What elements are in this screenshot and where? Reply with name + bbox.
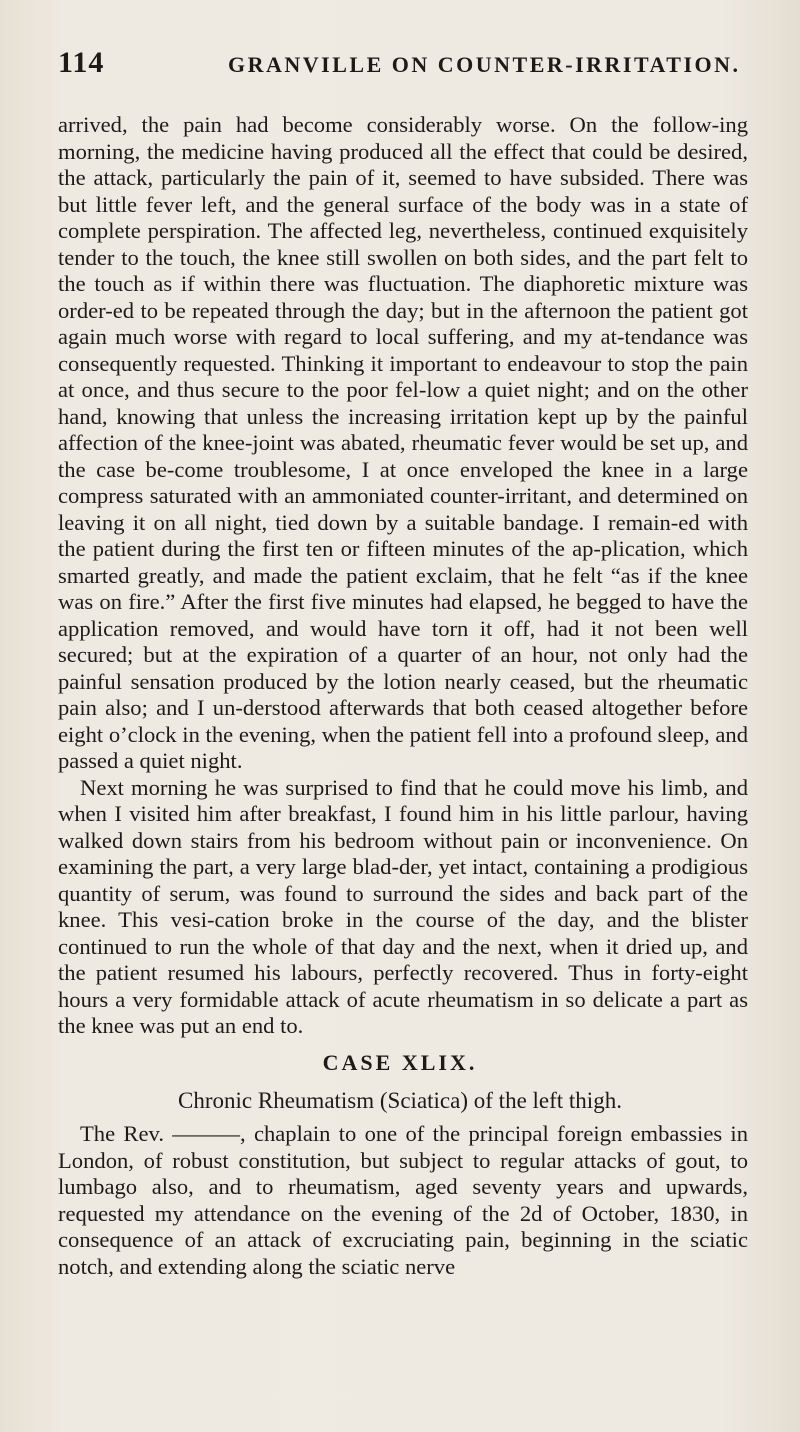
case-heading: CASE XLIX. (322, 1050, 478, 1075)
running-header (58, 46, 748, 82)
running-title: GRANVILLE ON COUNTER-IRRITATION. (228, 52, 741, 77)
case-subtitle: Chronic Rheumatism (Sciatica) of the left thigh. (178, 1088, 622, 1113)
page-number: 114 (58, 46, 105, 79)
paragraph-continued: arrived, the pain had become considerably worse. On the follow-ing morning, the medicine having produced all the effect that could be desired, the attack, particularly the pain of it, seemed to have subsided. There was but little fever left, and the general surface of the body was in a state of complete perspiration. The affected leg, nevertheless, continued exquisitely tender to the touch, the knee still swollen on both sides, and the part felt to the touch as if within there was fluctuation. The diaphoretic mixture was order-ed to be repeated through the day; but in the afternoon the patient got again much worse with regard to local suffering, and my at-tendance was consequently requested. Thinking it important to endeavour to stop the pain at once, and thus secure to the poor fel-low a quiet night; and on the other hand, knowing that unless the increasing irritation kept up by the painful affection of the knee-joint was abated, rheumatic fever would be set up, and the case be-come troublesome, I at once enveloped the knee in a large compress saturated with an ammoniated counter-irritant, and determined on leaving it on all night, tied down by a suitable bandage. I remain-ed with the patient during the first ten or fifteen minutes of the ap-plication, which smarted greatly, and made the patient exclaim, that he felt “as if the knee was on fire.” After the first five minutes had elapsed, he begged to have the application removed, and would have torn it off, had it not been well secured; but at the expiration of a quarter of an hour, not only had the painful sensation produced by the lotion nearly ceased, but the rheumatic pain also; and I un-derstood afterwards that both ceased altogether before eight o’clock in the evening, when the patient fell into a profound sleep, and passed a quiet night. (58, 112, 748, 773)
main-text (58, 112, 748, 1040)
case-text (58, 1121, 748, 1280)
paragraph-next-morning: Next morning he was surprised to find that he could move his limb, and when I visited him after breakfast, I found him in his little parlour, having walked down stairs from his bedroom without pain or inconvenience. On examining the part, a very large blad-der, yet intact, containing a prodigious quantity of serum, was found to surround the sides and back part of the knee. This vesi-cation broke in the course of the day, and the blister continued to run the whole of that day and the next, when it dried up, and the patient resumed his labours, perfectly recovered. Thus in forty-eight hours a very formidable attack of acute rheumatism in so delicate a part as the knee was put an end to. (58, 774, 748, 1038)
case-paragraph: The Rev. ———, chaplain to one of the principal foreign embassies in London, of robust constitution, but subject to regular attacks of gout, to lumbago also, and to rheumatism, aged seventy years and upwards, requested my attendance on the evening of the 2d of October, 1830, in consequence of an attack of excruciating pain, beginning in the sciatic notch, and extending along the sciatic nerve (58, 1121, 748, 1279)
